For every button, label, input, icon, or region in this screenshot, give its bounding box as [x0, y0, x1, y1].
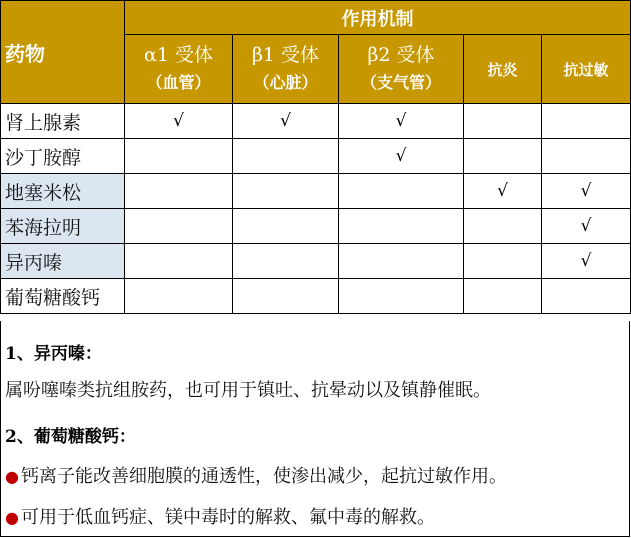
- drug-name-cell: 苯海拉明: [1, 209, 125, 244]
- drug-name-cell: 地塞米松: [1, 174, 125, 209]
- header-col-1: [233, 35, 339, 104]
- bullet-icon: ●: [5, 508, 19, 527]
- check-cell: √: [542, 209, 631, 244]
- check-cell: [233, 139, 339, 174]
- check-cell: [464, 209, 542, 244]
- check-cell: [125, 139, 233, 174]
- check-cell: [464, 279, 542, 314]
- check-cell: √: [339, 104, 464, 139]
- header-col-4: 抗过敏: [542, 35, 631, 104]
- check-cell: [233, 209, 339, 244]
- check-cell: [339, 244, 464, 279]
- table-row: [1, 174, 631, 209]
- table-row: [1, 139, 631, 174]
- check-cell: √: [542, 174, 631, 209]
- table-row: [1, 209, 631, 244]
- table-row: [1, 104, 631, 139]
- check-cell: [125, 174, 233, 209]
- check-cell: [125, 279, 233, 314]
- header-col-sublabel: （心脏）: [253, 73, 318, 92]
- check-cell: [125, 209, 233, 244]
- header-drug: 药物: [1, 1, 125, 104]
- header-col-2: [339, 35, 464, 104]
- table-row: [1, 279, 631, 314]
- header-col-label: β2 受体: [367, 44, 435, 66]
- note2-bullet-2: [5, 503, 435, 529]
- check-cell: [233, 279, 339, 314]
- note2-bullet-1-text: 钙离子能改善细胞膜的通透性，使渗出减少，起抗过敏作用。: [20, 466, 507, 487]
- drug-name-cell: 葡萄糖酸钙: [1, 279, 125, 314]
- header-col-sublabel: （支气管）: [360, 73, 441, 92]
- check-cell: √: [339, 139, 464, 174]
- check-cell: √: [125, 104, 233, 139]
- check-cell: [542, 279, 631, 314]
- notes-panel: [0, 321, 630, 537]
- check-cell: √: [233, 104, 339, 139]
- check-cell: [339, 279, 464, 314]
- header-col-label: α1 受体: [144, 44, 213, 66]
- table-row: [1, 244, 631, 279]
- check-cell: [233, 174, 339, 209]
- header-col-0: [125, 35, 233, 104]
- check-cell: [464, 104, 542, 139]
- bullet-icon: ●: [5, 467, 19, 486]
- check-cell: √: [542, 244, 631, 279]
- check-cell: [542, 104, 631, 139]
- note2-bullet-1: [5, 462, 507, 488]
- check-cell: [464, 244, 542, 279]
- check-cell: [233, 244, 339, 279]
- check-cell: [464, 139, 542, 174]
- drug-name-cell: 异丙嗪: [1, 244, 125, 279]
- header-col-label: β1 受体: [251, 44, 320, 66]
- note1-text: 属吩噻嗪类抗组胺药，也可用于镇吐、抗晕动以及镇静催眠。: [5, 380, 491, 401]
- note1-title: 1、异丙嗪：: [5, 344, 102, 364]
- note2-title: 2、葡萄糖酸钙：: [5, 427, 136, 447]
- check-cell: [339, 209, 464, 244]
- check-cell: √: [464, 174, 542, 209]
- check-cell: [125, 244, 233, 279]
- check-cell: [339, 174, 464, 209]
- header-col-3: 抗炎: [464, 35, 542, 104]
- header-col-sublabel: （血管）: [146, 73, 211, 92]
- drug-name-cell: 肾上腺素: [1, 104, 125, 139]
- header-mechanism: 作用机制: [125, 1, 631, 35]
- check-cell: [542, 139, 631, 174]
- drug-name-cell: 沙丁胺醇: [1, 139, 125, 174]
- note2-bullet-2-text: 可用于低血钙症、镁中毒时的解救、氟中毒的解救。: [20, 507, 435, 528]
